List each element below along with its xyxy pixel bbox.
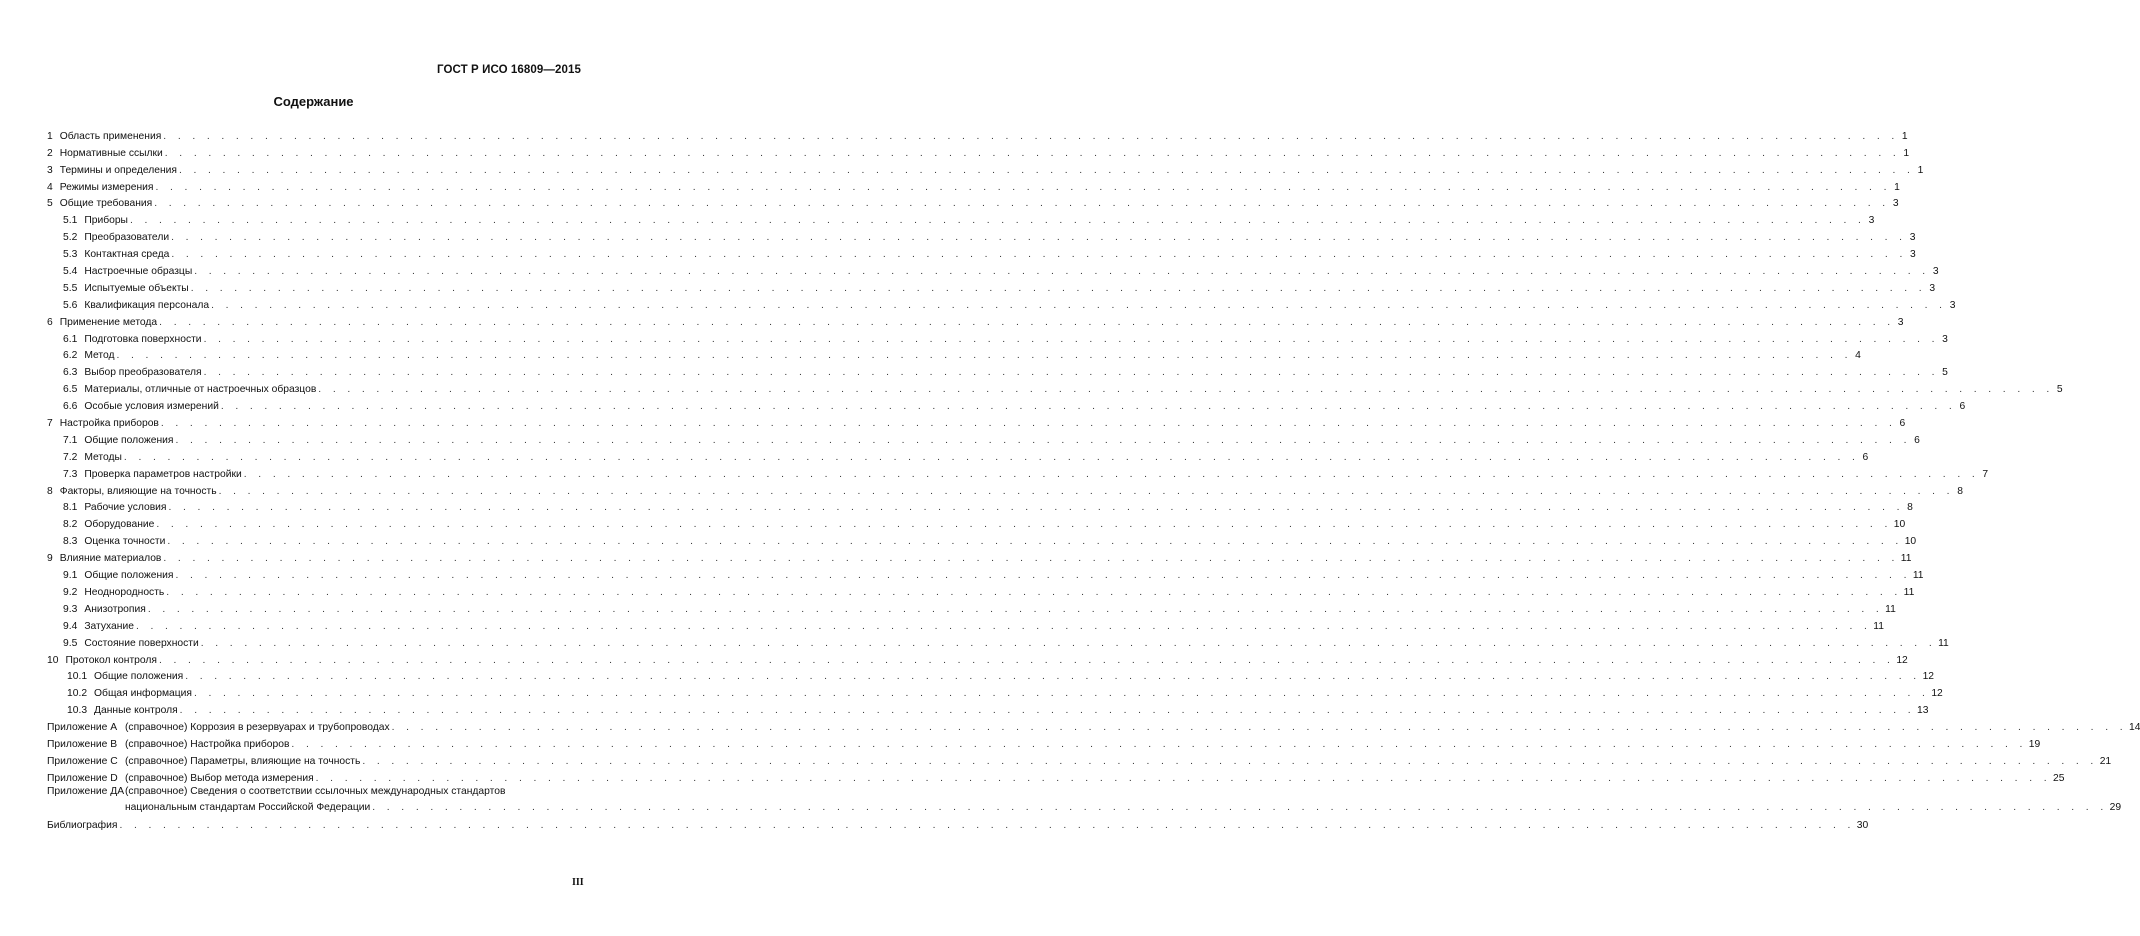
toc-entry-title: Контактная среда [84,249,170,261]
dot-leader [191,282,1926,295]
dot-leader [154,197,1889,210]
toc-entry-title: (справочное) Параметры, влияющие на точность [125,755,361,767]
dot-leader [176,569,1911,582]
toc-appendix-entry[interactable] [47,785,2122,815]
dot-leader [316,772,2051,785]
toc-entry-page: 3 [1932,266,1939,278]
toc-title: Содержание [273,94,354,109]
toc-entry-title: Область применения [59,130,162,142]
toc-entry-number: 8.2 [63,519,78,531]
toc-entry-page: 11 [1900,553,1912,565]
toc-entry-number: 7.2 [63,451,78,463]
toc-entry-title: Затухание [84,620,134,632]
toc-entry-page: 19 [2028,738,2041,750]
toc-entry-number: 3 [47,164,53,176]
toc-entry-number: 9.5 [63,637,78,649]
dot-leader [211,299,1946,312]
toc-entry-page: 11 [1873,620,1884,632]
toc-entry-title: Подготовка поверхности [84,333,202,345]
dot-leader [161,417,1896,430]
toc-entry-page: 6 [1914,434,1920,446]
toc-entry-number: 9.2 [63,586,78,598]
toc-subentry[interactable] [47,329,1948,346]
appendix-label: Приложение D [47,772,118,784]
toc-entry-title: Данные контроля [94,705,178,717]
dot-leader [362,755,2097,768]
toc-entry-page: 4 [1855,350,1861,362]
toc-subentry[interactable] [47,531,1917,548]
dot-leader [165,147,1900,160]
toc-entry-page: 30 [1856,819,1869,831]
toc-entry-title: Преобразователи [84,232,170,244]
toc-entry-number: 2 [47,147,53,159]
table-of-contents [47,126,2140,832]
toc-subentry[interactable] [47,514,1906,531]
toc-entry-number: 9.3 [63,603,78,615]
toc-entry-number: 7.1 [63,434,78,446]
toc-subentry[interactable] [47,430,1920,447]
toc-entry-title: (справочное) Коррозия в резервуарах и трубопроводах [125,722,390,734]
dot-leader [185,670,1920,683]
toc-subentry[interactable] [47,700,1929,717]
toc-entry[interactable] [47,177,1900,194]
document-code-header: ГОСТ Р ИСО 16809—2015 [436,64,581,76]
toc-entry-title: Оценка точности [84,536,166,548]
dot-leader [179,164,1914,177]
toc-entry-title: Приборы [84,215,128,227]
toc-entry-title: Настроечные образцы [84,266,193,278]
dot-leader [167,535,1902,548]
dot-leader [136,620,1871,633]
toc-entry-page: 21 [2099,755,2112,767]
dot-leader [159,316,1894,329]
toc-entry-title: Общие положения [84,434,174,446]
toc-entry-number: 9 [47,553,53,565]
toc-entry-title: Протокол контроля [65,654,157,666]
toc-entry[interactable] [47,548,1912,565]
toc-entry-number: 6.3 [63,367,78,379]
toc-entry-number: 4 [47,181,53,193]
toc-entry-title: Неоднородность [84,586,165,598]
toc-entry-number: 5.4 [63,266,78,278]
toc-entry-page: 11 [1912,570,1924,582]
toc-entry-page: 1 [1917,164,1924,176]
toc-subentry[interactable] [47,210,1875,227]
toc-entry-page: 14 [2128,722,2140,734]
toc-entry[interactable] [47,194,1899,211]
toc-entry-title: Общие положения [94,671,184,683]
toc-appendix-entry[interactable] [47,751,2112,768]
dot-leader [159,654,1894,667]
toc-entry-page: 11 [1885,603,1896,615]
toc-subentry[interactable] [47,447,1869,464]
toc-entry-page: 6 [1862,451,1869,463]
toc-entry-number: 5.2 [63,232,78,244]
dot-leader [201,637,1936,650]
toc-entry-number: 6.6 [63,401,78,413]
toc-subentry[interactable] [47,616,1884,633]
toc-entry[interactable] [47,126,1908,143]
toc-entry-title: Испытуемые объекты [84,282,189,294]
dot-leader [194,265,1929,278]
toc-entry-title: Влияние материалов [59,553,162,565]
toc-entry-page: 3 [1909,249,1916,261]
toc-entry-page: 3 [1892,198,1899,210]
toc-entry[interactable] [47,413,1906,430]
toc-entry-page: 3 [1868,215,1875,227]
toc-entry-page: 12 [1931,688,1943,700]
toc-subentry[interactable] [47,633,1949,650]
dot-leader [372,801,2107,814]
toc-subentry[interactable] [47,295,1956,312]
toc-entry-number: 5.3 [63,249,78,261]
toc-entry-number: Библиография [47,819,118,831]
toc-entry-title: Особые условия измерений [84,401,219,413]
dot-leader [156,518,1891,531]
toc-subentry[interactable] [47,565,1924,582]
toc-entry-page: 12 [1922,671,1935,683]
toc-subentry[interactable] [47,362,1948,379]
toc-entry-page: 7 [1982,468,1989,480]
dot-leader [130,214,1865,227]
toc-entry-page: 10 [1904,536,1917,548]
dot-leader [169,501,1904,514]
dot-leader [291,738,2026,751]
toc-entry-page: 25 [2053,772,2065,784]
toc-entry-page: 10 [1893,519,1906,531]
toc-subentry[interactable] [47,683,1943,700]
dot-leader [171,231,1906,244]
toc-entry-title: Нормативные ссылки [59,147,163,159]
toc-entry-number: 5.1 [63,215,78,227]
toc-subentry[interactable] [47,227,1916,244]
toc-entry-number: 9.1 [63,570,78,582]
dot-leader [318,383,2053,396]
dot-leader [156,181,1891,194]
toc-subentry[interactable] [47,582,1915,599]
toc-entry-title: (справочное) Выбор метода измерения [125,772,314,784]
toc-entry-page: 3 [1909,232,1916,244]
toc-entry-title: Режимы измерения [59,181,154,193]
toc-entry-page: 8 [1907,502,1913,514]
toc-entry[interactable] [47,481,1963,498]
dot-leader [119,819,1854,832]
toc-entry-page: 3 [1942,333,1948,345]
toc-entry-page: 3 [1929,282,1936,294]
toc-entry-title: Выбор преобразователя [84,367,202,379]
toc-entry-number: 7.3 [63,468,78,480]
toc-entry-number: 6 [47,316,53,328]
toc-entry-title: Материалы, отличные от настроечных образцов [84,384,317,396]
toc-entry-title: Применение метода [59,316,158,328]
toc-entry[interactable] [47,312,1904,329]
toc-entry-title-continued: национальным стандартам Российской Федерации [125,801,371,813]
toc-entry[interactable] [47,160,1924,177]
appendix-label: Приложение В [47,738,118,750]
toc-entry-page: 11 [1903,586,1915,598]
toc-subentry[interactable] [47,396,1966,413]
toc-entry-number: 9.4 [63,620,78,632]
toc-entry-number: 8.1 [63,502,78,514]
toc-entry-page: 8 [1957,485,1963,497]
dot-leader [219,485,1954,498]
toc-bibliography-entry[interactable] [47,815,1869,832]
toc-entry-number: 6.5 [63,384,78,396]
toc-entry-number: 10.2 [67,688,88,700]
toc-entry-number: 1 [47,130,53,142]
toc-entry-number: 5.5 [63,282,78,294]
dot-leader [148,603,1883,616]
toc-entry-title: Общие положения [84,570,174,582]
toc-entry-title: Проверка параметров настройки [84,468,242,480]
toc-subentry[interactable] [47,346,1861,363]
dot-leader [163,552,1898,565]
toc-entry-number: 10.1 [67,671,88,683]
dot-leader [204,366,1939,379]
dot-leader [180,704,1915,717]
appendix-label: Приложение А [47,722,118,734]
toc-entry-page: 5 [1942,367,1948,379]
toc-entry-title: Настройка приборов [59,418,159,430]
toc-appendix-entry[interactable] [47,734,2041,751]
toc-subentry[interactable] [47,244,1916,261]
toc-entry-page: 6 [1959,401,1966,413]
toc-entry-page: 12 [1896,654,1908,666]
dot-leader [163,130,1898,143]
toc-entry-page: 29 [2109,801,2122,813]
toc-entry-title: Общая информация [94,688,192,700]
toc-entry-page: 6 [1899,418,1906,430]
toc-entry-number: 7 [47,418,53,430]
toc-entry-number: 5.6 [63,299,78,311]
toc-subentry[interactable] [47,498,1913,515]
toc-entry-title: Оборудование [84,519,155,531]
toc-entry-page: 13 [1917,705,1929,717]
appendix-title-line2 [125,801,2121,814]
toc-entry-title: Рабочие условия [84,502,167,514]
toc-appendix-entry[interactable] [47,768,2065,785]
toc-entry-title: Квалификация персонала [84,299,210,311]
dot-leader [204,333,1939,346]
toc-subentry[interactable] [47,464,1989,481]
appendix-label: Приложение С [47,755,118,767]
toc-entry-title: (справочное) Сведения о соответствии ссылочных международных стандартов [125,785,506,797]
toc-entry-title: Анизотропия [84,603,146,615]
toc-appendix-entry[interactable] [47,717,2140,734]
dot-leader [194,687,1929,700]
toc-entry[interactable] [47,650,1908,667]
toc-entry-number: 8.3 [63,536,78,548]
toc-subentry[interactable] [47,667,1935,684]
toc-entry-page: 3 [1897,316,1904,328]
toc-entry[interactable] [47,143,1910,160]
toc-entry-number: 6.1 [63,333,78,345]
toc-entry-title: Термины и определения [59,164,177,176]
appendix-label: Приложение ДА [47,785,125,797]
dot-leader [117,349,1852,362]
dot-leader [221,400,1956,413]
toc-entry-number: 5 [47,198,53,210]
toc-entry-title: Методы [84,451,122,463]
toc-entry-page: 5 [2056,384,2063,396]
toc-entry-number: 10 [47,654,59,666]
dot-leader [176,434,1911,447]
toc-subentry[interactable] [47,379,2063,396]
toc-entry-title: Состояние поверхности [84,637,199,649]
toc-entry-number: 10.3 [67,705,88,717]
toc-entry-title: (справочное) Настройка приборов [125,738,290,750]
toc-entry-page: 1 [1901,130,1908,142]
page-number-roman: III [572,877,584,888]
dot-leader [171,248,1906,261]
toc-entry-number: 8 [47,485,53,497]
appendix-title-block [125,785,2121,815]
toc-entry-page: 3 [1949,299,1956,311]
toc-entry-page: 1 [1894,181,1900,193]
toc-subentry[interactable] [47,599,1896,616]
dot-leader [244,468,1979,481]
toc-entry-title: Метод [84,350,115,362]
toc-entry-number: 6.2 [63,350,78,362]
toc-entry-title: Общие требования [59,198,153,210]
toc-entry-page: 1 [1903,147,1910,159]
toc-entry-page: 11 [1938,637,1949,649]
dot-leader [392,721,2127,734]
toc-subentry[interactable] [47,278,1936,295]
dot-leader [124,451,1859,464]
toc-entry-title: Факторы, влияющие на точность [59,485,217,497]
dot-leader [166,586,1901,599]
toc-subentry[interactable] [47,261,1939,278]
